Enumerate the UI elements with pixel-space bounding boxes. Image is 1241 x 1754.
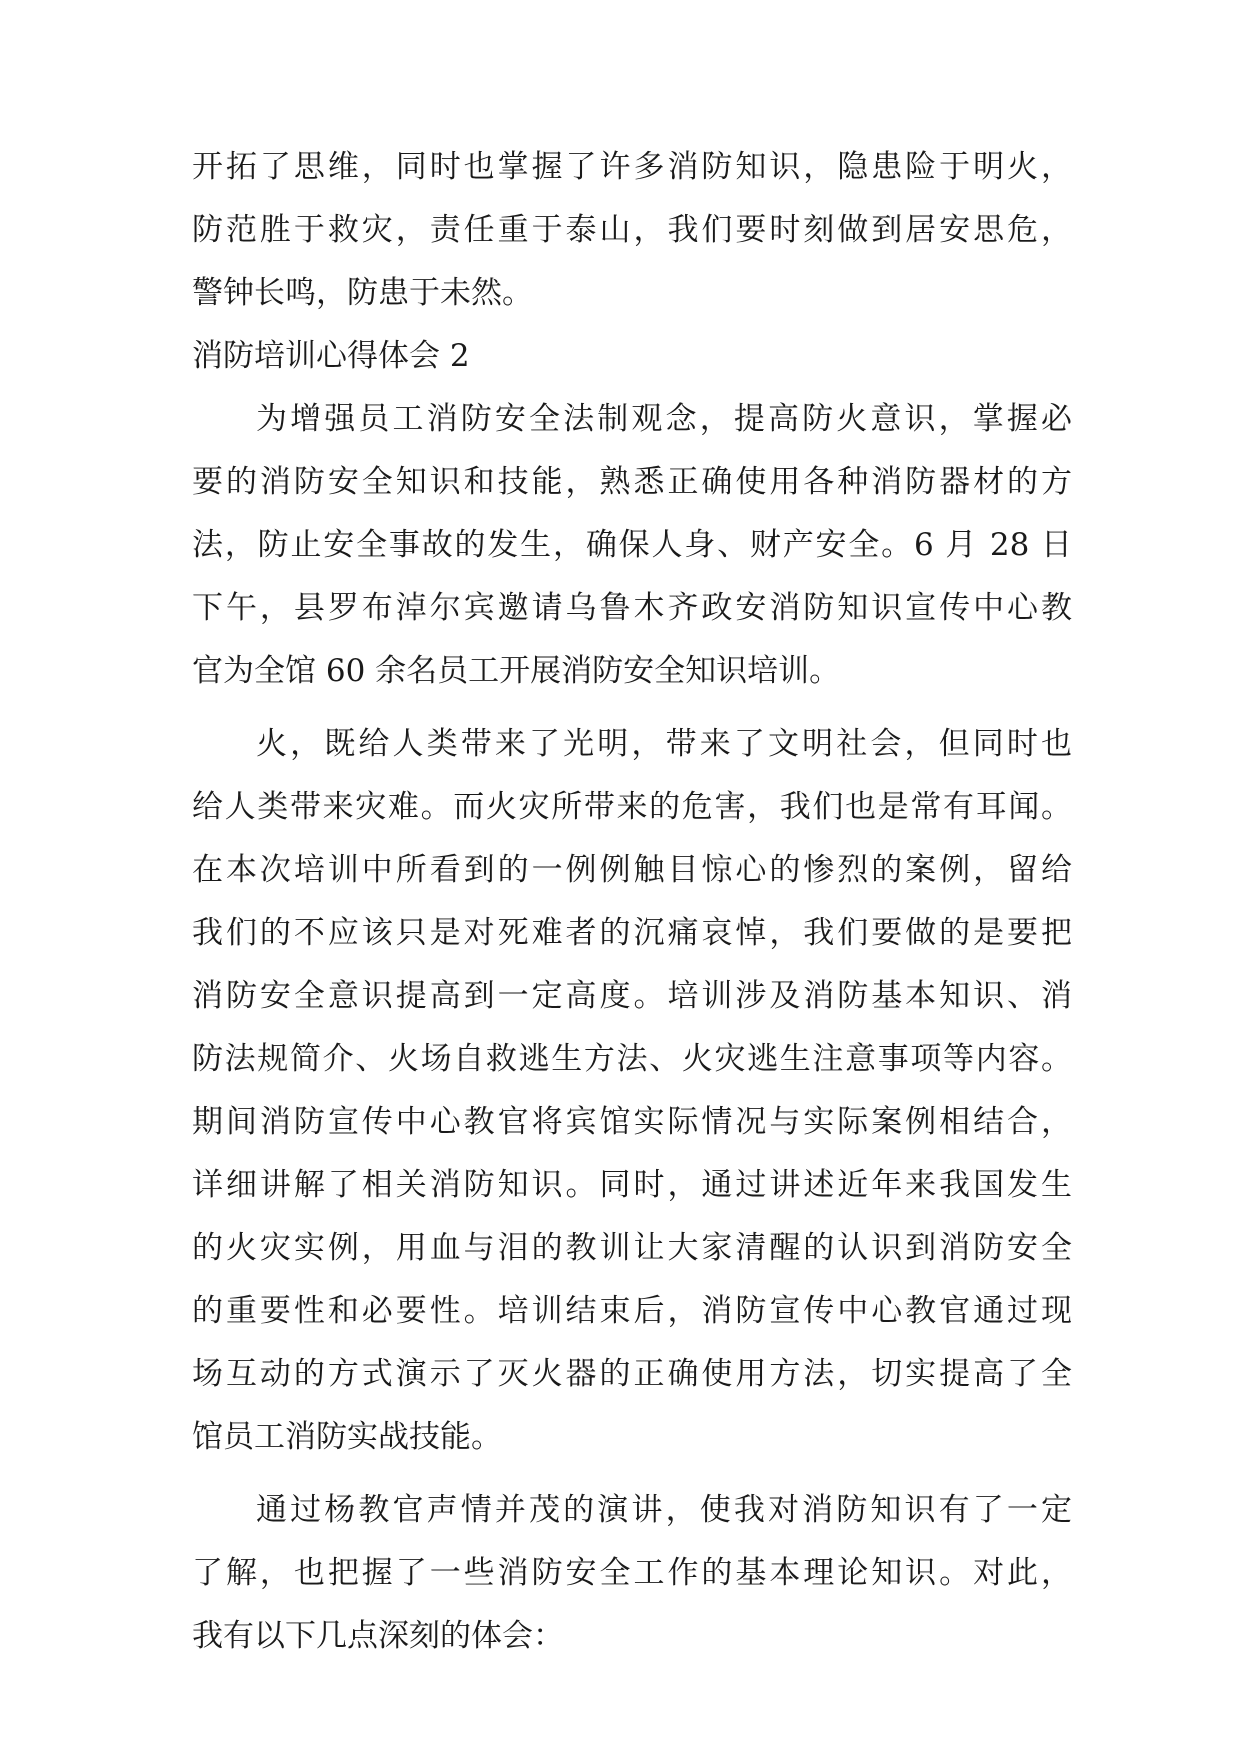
paragraph-line: 火，既给人类带来了光明，带来了文明社会，但同时也: [256, 726, 1072, 762]
paragraph-line: 场互动的方式演示了灭火器的正确使用方法，切实提高了全: [192, 1356, 1072, 1392]
paragraph-line: 消防安全意识提高到一定高度。培训涉及消防基本知识、消: [192, 978, 1072, 1014]
paragraph-line: 馆员工消防实战技能。: [192, 1419, 502, 1455]
paragraph-line: 开拓了思维，同时也掌握了许多消防知识，隐患险于明火，: [192, 149, 1072, 185]
paragraph-line: 为增强员工消防安全法制观念，提高防火意识，掌握必: [256, 401, 1072, 437]
paragraph-line: 防法规简介、火场自救逃生方法、火灾逃生注意事项等内容。: [192, 1041, 1072, 1077]
section-heading: 消防培训心得体会 2: [192, 338, 470, 374]
paragraph-line: 在本次培训中所看到的一例例触目惊心的惨烈的案例，留给: [192, 852, 1072, 888]
paragraph-line: 法，防止安全事故的发生，确保人身、财产安全。6 月 28 日: [192, 527, 1072, 563]
paragraph-line: 要的消防安全知识和技能，熟悉正确使用各种消防器材的方: [192, 464, 1072, 500]
paragraph-line: 我们的不应该只是对死难者的沉痛哀悼，我们要做的是要把: [192, 915, 1072, 951]
paragraph-line: 我有以下几点深刻的体会：: [192, 1618, 564, 1654]
paragraph-line: 详细讲解了相关消防知识。同时，通过讲述近年来我国发生: [192, 1167, 1072, 1203]
paragraph-line: 下午，县罗布淖尔宾邀请乌鲁木齐政安消防知识宣传中心教: [192, 590, 1072, 626]
paragraph-line: 期间消防宣传中心教官将宾馆实际情况与实际案例相结合，: [192, 1104, 1072, 1140]
paragraph-line: 防范胜于救灾，责任重于泰山，我们要时刻做到居安思危，: [192, 212, 1072, 248]
paragraph-line: 官为全馆 60 余名员工开展消防安全知识培训。: [192, 653, 841, 689]
paragraph-line: 警钟长鸣，防患于未然。: [192, 275, 533, 311]
paragraph-line: 给人类带来灾难。而火灾所带来的危害，我们也是常有耳闻。: [192, 789, 1072, 825]
paragraph-line: 的重要性和必要性。培训结束后，消防宣传中心教官通过现: [192, 1293, 1072, 1329]
paragraph-line: 了解，也把握了一些消防安全工作的基本理论知识。对此，: [192, 1555, 1072, 1591]
paragraph-line: 的火灾实例，用血与泪的教训让大家清醒的认识到消防安全: [192, 1230, 1072, 1266]
paragraph-line: 通过杨教官声情并茂的演讲，使我对消防知识有了一定: [256, 1492, 1072, 1528]
